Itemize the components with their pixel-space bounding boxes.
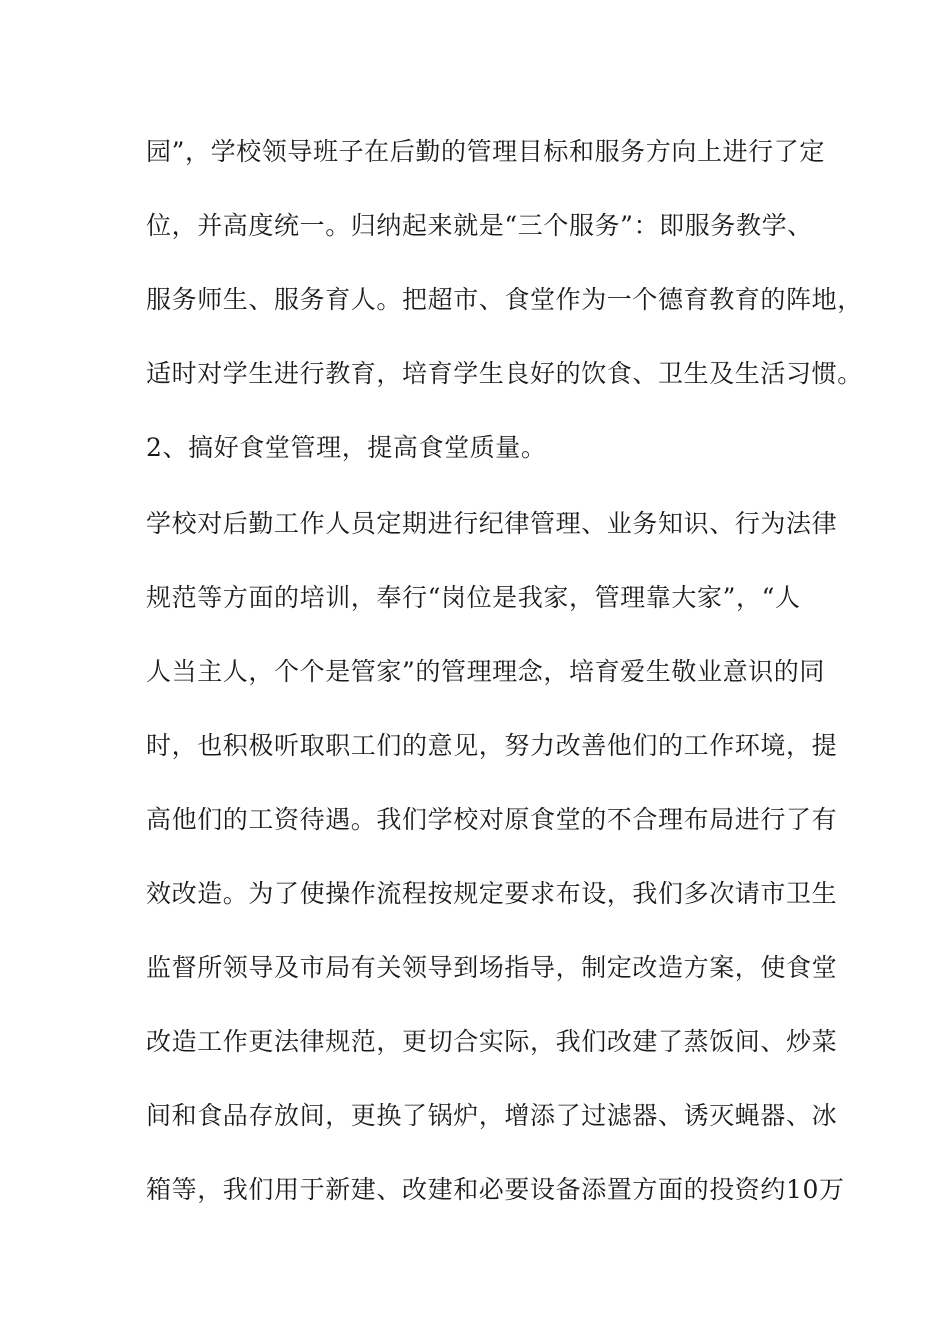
- paragraph-line: 改造工作更法律规范，更切合实际，我们改建了蒸饭间、炒菜: [146, 1027, 838, 1056]
- paragraph-line: 时，也积极听取职工们的意见，努力改善他们的工作环境，提: [146, 731, 838, 760]
- paragraph-line: 位，并高度统一。归纳起来就是“三个服务”：即服务教学、: [146, 211, 813, 240]
- paragraph-line: 监督所领导及市局有关领导到场指导，制定改造方案，使食堂: [146, 953, 838, 982]
- section-heading: 2、搞好食堂管理，提高食堂质量。: [146, 433, 547, 462]
- paragraph-line: 效改造。为了使操作流程按规定要求布设，我们多次请市卫生: [146, 879, 838, 908]
- paragraph-line: 服务师生、服务育人。把超市、食堂作为一个德育教育的阵地，: [146, 285, 863, 314]
- paragraph-line: 学校对后勤工作人员定期进行纪律管理、业务知识、行为法律: [146, 509, 838, 538]
- paragraph-line: 箱等，我们用于新建、改建和必要设备添置方面的投资约10万: [146, 1175, 845, 1204]
- paragraph-line: 规范等方面的培训，奉行“岗位是我家，管理靠大家”，“人: [146, 583, 801, 612]
- paragraph-line: 园”，学校领导班子在后勤的管理目标和服务方向上进行了定: [146, 137, 825, 166]
- paragraph-line: 人当主人，个个是管家”的管理理念，培育爱生敬业意识的同: [146, 657, 825, 686]
- paragraph-line: 高他们的工资待遇。我们学校对原食堂的不合理布局进行了有: [146, 805, 838, 834]
- paragraph-line: 间和食品存放间，更换了锅炉，增添了过滤器、诱灭蝇器、冰: [146, 1101, 838, 1130]
- paragraph-line: 适时对学生进行教育，培育学生良好的饮食、卫生及生活习惯。: [146, 359, 863, 388]
